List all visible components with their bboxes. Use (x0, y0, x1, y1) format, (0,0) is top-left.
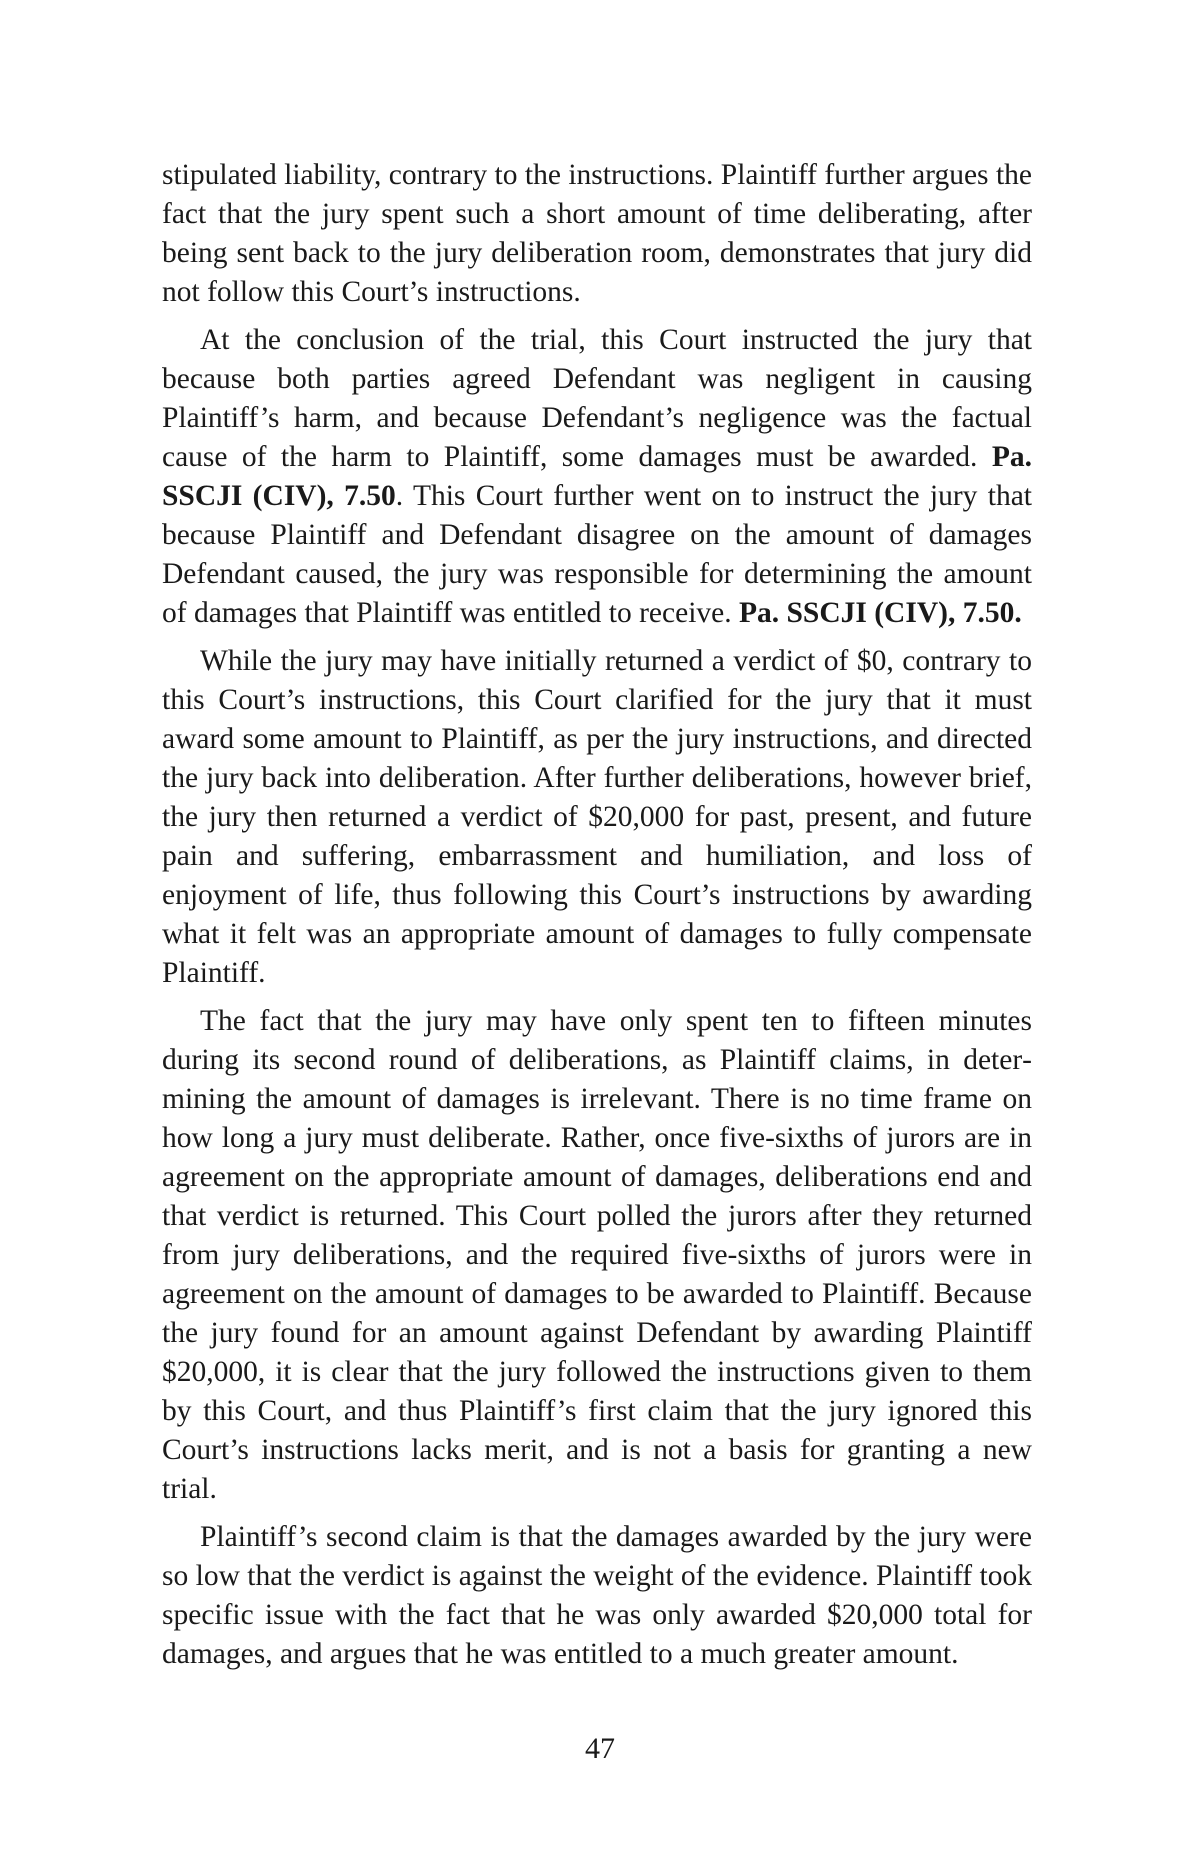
paragraph-3 (162, 642, 1032, 993)
paragraph-2-text-b: . This Court further went on to instruct the jury that because Plaintiff and Defendant disagree on the amount of damages Defendant caused, the jury was responsible for determining the amount of damages that Plaintiff was entitled to receive. (162, 480, 1032, 629)
citation-pa-sscji: Pa. SSCJI (CIV), 7.50 (162, 441, 1032, 512)
paragraph-2-text-a: At the conclusion of the trial, this Court instructed the jury that because both parties agreed Defendant was negligent in causing Plaintiff’s harm, and because Defendant’s negligence was the factual cause of the harm to Plaintiff, some damages must be awarded. (162, 324, 1032, 473)
paragraph-2 (162, 321, 1032, 633)
citation-period: . (1014, 597, 1022, 629)
paragraph-1-text: stipulated liability, contrary to the instructions. Plaintiff further argues the fact that the jury spent such a short amount of time deliberating, after being sent back to the jury deliberation room, demonstrates that jury did not follow this Court’s instructions. (162, 159, 1032, 308)
paragraph-4-text: The fact that the jury may have only spent ten to fifteen minutes during its second round of deliberations, as Plaintiff claims, in determining the amount of damages is irrelevant. There is no time frame on how long a jury must deliberate. Rather, once five-sixths of jurors are in agreement on the appropriate amount of damages, deliberations end and that verdict is returned. This Court polled the jurors after they returned from jury deliberations, and the required five-sixths of jurors were in agreement on the amount of damages to be awarded to Plaintiff. Because the jury found for an amount against Defendant by awarding Plaintiff $20,000, it is clear that the jury followed the instructions given to them by this Court, and thus Plaintiff’s first claim that the jury ignored this Court’s instructions lacks merit, and is not a basis for granting a new trial. (162, 1005, 1032, 1505)
paragraph-1 (162, 156, 1032, 312)
paragraph-4 (162, 1002, 1032, 1509)
paragraph-5 (162, 1518, 1032, 1674)
body-text (162, 156, 1032, 1683)
paragraph-5-text: Plaintiff’s second claim is that the damages awarded by the jury were so low that the verdict is against the weight of the evidence. Plaintiff took specific issue with the fact that he was only awarded $20,000 total for damages, and argues that he was entitled to a much greater amount. (162, 1521, 1032, 1670)
paragraph-3-text: While the jury may have initially returned a verdict of $0, contrary to this Court’s instructions, this Court clarified for the jury that it must award some amount to Plaintiff, as per the jury instructions, and directed the jury back into deliberation. After further deliberations, however brief, the jury then returned a verdict of $20,000 for past, present, and future pain and suffering, embarrassment and humiliation, and loss of enjoyment of life, thus following this Court’s instructions by awarding what it felt was an appropriate amount of damages to fully compensate Plaintiff. (162, 645, 1032, 989)
page-number: 47 (585, 1732, 615, 1765)
citation-pa-sscji: Pa. SSCJI (CIV), 7.50 (738, 597, 1015, 629)
